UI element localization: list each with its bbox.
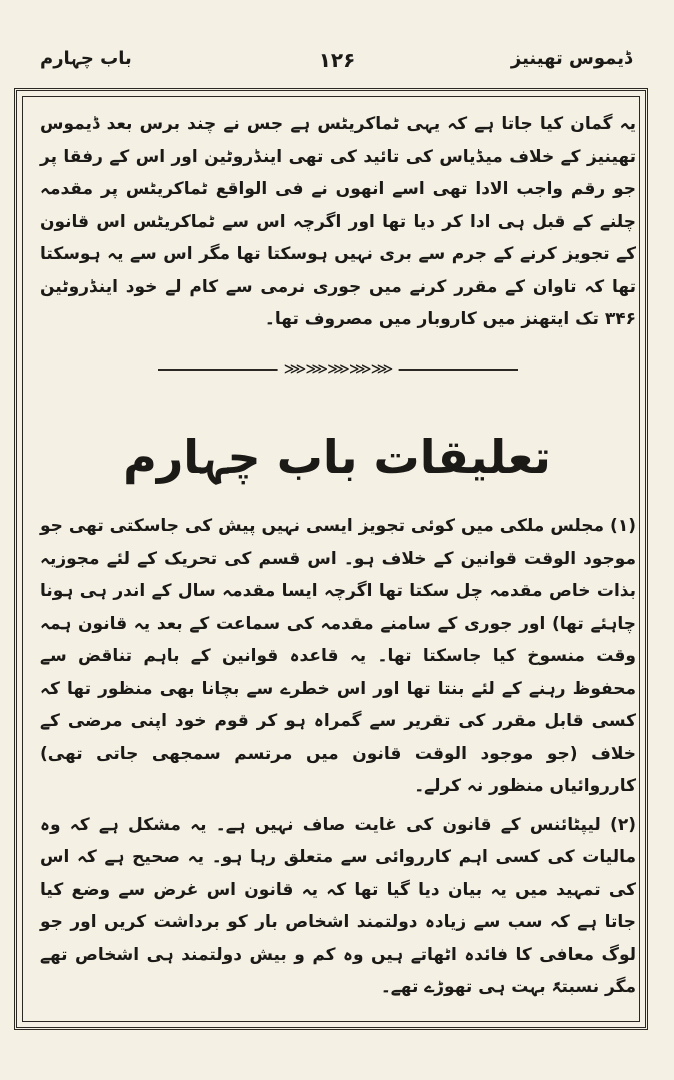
notes-body (40, 510, 636, 1004)
book-title: ڈیموس تھینیز (510, 48, 632, 69)
body-text-top (40, 108, 636, 336)
chapter-label: باب چہارم (40, 48, 132, 69)
note-1: (۱) مجلس ملکی میں کوئی تجویز ایسی نہیں پیش کی جاسکتی تھی جو موجود الوقت قوانین کے خلاف ہو۔ اس قسم کی تحریک کے لئے مجوزیہ بذات خاص مقدمہ چل سکتا تھا اگرچہ ایسا مقدمہ سال کے اندر ہی ہونا چاہئے تھا) اور جوری کے سامنے مقدمہ کی سماعت کے بعد یہ قانون ہمہ وقت منسوخ کیا جاسکتا تھا۔ یہ قاعدہ قوانین کے باہم تناقض سے محفوظ رہنے کے لئے بنتا تھا اور اس خطرے سے بچانا بھی منظور تھا کہ کسی قابل مقرر کی تقریر سے گمراہ ہو کر قوم خود اپنی مرضی کے خلاف (جو موجود الوقت قانون میں مرتسم سمجھی جاتی تھی) کارروائیاں منظور نہ کرلے۔ (40, 516, 636, 796)
notes-heading: تعلیقات باب چہارم (123, 430, 551, 484)
section-divider (158, 360, 518, 380)
running-header (36, 48, 638, 82)
page-number: ۱۲۶ (318, 48, 356, 72)
paragraph: یہ گمان کیا جاتا ہے کہ یہی ٹماکریٹس ہے جس نے چند برس بعد ڈیموس تھینیز کے خلاف میڈیاس کی تائید کی تھی اینڈروٹین اور اس کے رفقا پر جو رقم واجب الادا تھی اسے انھوں نے فی الواقع ٹماکریٹس پر مقدمہ چلنے کے قبل ہی ادا کر دیا تھا اور اگرچہ اس سے ٹماکریٹس اس قانون کے تجویز کرنے کے جرم سے بری نہیں ہوسکتا تھا مگر اس سے یہ ہوسکتا تھا کہ تاوان کے مقرر کرنے میں جوری نرمی سے کام لے خود اینڈروٹین ۳۴۶ تک ایتھنز میں کاروبار میں مصروف تھا۔ (40, 114, 636, 329)
note-2: (۲) لیپٹائنس کے قانون کی غایت صاف نہیں ہے۔ یہ مشکل ہے کہ وہ مالیات کی کسی اہم کارروائی سے متعلق رہا ہو۔ یہ صحیح ہے کہ اس کی تمہید میں یہ بیان دیا گیا تھا کہ یہ قانون اس غرض سے وضع کیا جاتا ہے کہ سب سے زیادہ دولتمند اشخاص بار کو برداشت کریں اور جو لوگ معافی کا فائدہ اٹھاتے ہیں وہ کم و بیش دولتمند ہی اشخاص تھے مگر نسبتہً بہت ہی تھوڑے تھے۔ (40, 814, 636, 997)
divider-ornament: ⋙⋙⋙⋙⋙ (278, 359, 399, 378)
